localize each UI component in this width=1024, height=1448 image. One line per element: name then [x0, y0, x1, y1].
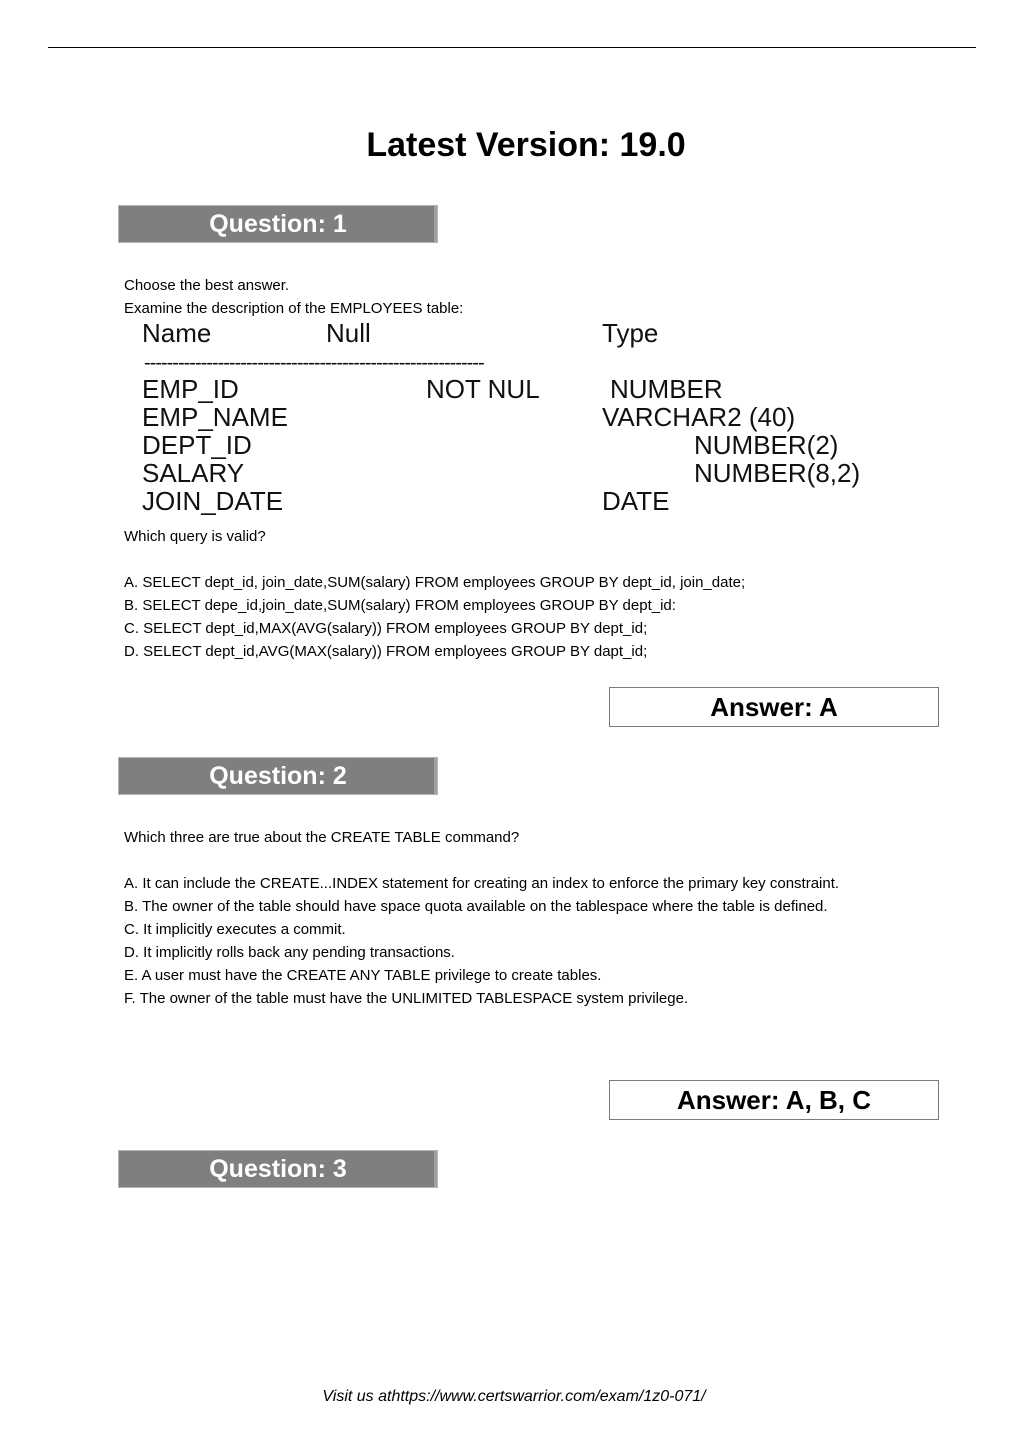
col-header-name: Name [142, 318, 212, 348]
row-type: NUMBER [610, 374, 723, 404]
question-1-intro [124, 274, 928, 320]
employees-table-description [140, 318, 880, 524]
spacer [124, 849, 928, 872]
question-1-table-intro: Examine the description of the EMPLOYEES table: [124, 300, 464, 317]
option-a: A. It can include the CREATE...INDEX statement for creating an index to enforce the primary key constraint. [124, 875, 840, 892]
question-1-instruction: Choose the best answer. [124, 277, 290, 294]
option-b: B. SELECT depe_id,join_date,SUM(salary) FROM employees GROUP BY dept_id: [124, 597, 676, 614]
question-2-answer: Answer: A, B, C [609, 1080, 939, 1120]
option-a: A. SELECT dept_id, join_date,SUM(salary) FROM employees GROUP BY dept_id, join_date; [124, 574, 746, 591]
question-2-body [124, 826, 928, 1010]
col-header-null: Null [326, 318, 371, 348]
row-type: NUMBER(8,2) [694, 458, 861, 488]
row-name: SALARY [142, 458, 245, 488]
option-c: C. SELECT dept_id,MAX(AVG(salary)) FROM employees GROUP BY dept_id; [124, 620, 648, 637]
top-rule [48, 47, 976, 48]
option-c: C. It implicitly executes a commit. [124, 921, 346, 938]
row-null: NOT NUL [426, 374, 540, 404]
question-1-answer: Answer: A [609, 687, 939, 727]
row-type: DATE [602, 486, 670, 516]
question-2-prompt: Which three are true about the CREATE TABLE command? [124, 829, 520, 846]
row-name: JOIN_DATE [142, 486, 284, 516]
option-f: F. The owner of the table must have the UNLIMITED TABLESPACE system privilege. [124, 990, 689, 1007]
question-1-header: Question: 1 [118, 205, 438, 243]
question-2-header: Question: 2 [118, 757, 438, 795]
option-b: B. The owner of the table should have space quota available on the tablespace where the table is defined. [124, 898, 828, 915]
question-1-body [124, 525, 928, 663]
row-name: EMP_ID [142, 374, 239, 404]
spacer [124, 548, 928, 571]
option-e: E. A user must have the CREATE ANY TABLE privilege to create tables. [124, 967, 602, 984]
col-header-type: Type [602, 318, 659, 348]
table-separator: ------------------------------------------------------------ [144, 352, 484, 374]
question-3-header: Question: 3 [118, 1150, 438, 1188]
row-name: EMP_NAME [142, 402, 288, 432]
question-1-prompt: Which query is valid? [124, 528, 266, 545]
row-type: NUMBER(2) [694, 430, 839, 460]
page-title: Latest Version: 19.0 [366, 126, 686, 164]
row-name: DEPT_ID [142, 430, 252, 460]
option-d: D. SELECT dept_id,AVG(MAX(salary)) FROM employees GROUP BY dapt_id; [124, 643, 648, 660]
row-type: VARCHAR2 (40) [602, 402, 796, 432]
option-d: D. It implicitly rolls back any pending transactions. [124, 944, 455, 961]
footer-link-text[interactable]: Visit us athttps://www.certswarrior.com/exam/1z0-071/ [322, 1388, 706, 1405]
